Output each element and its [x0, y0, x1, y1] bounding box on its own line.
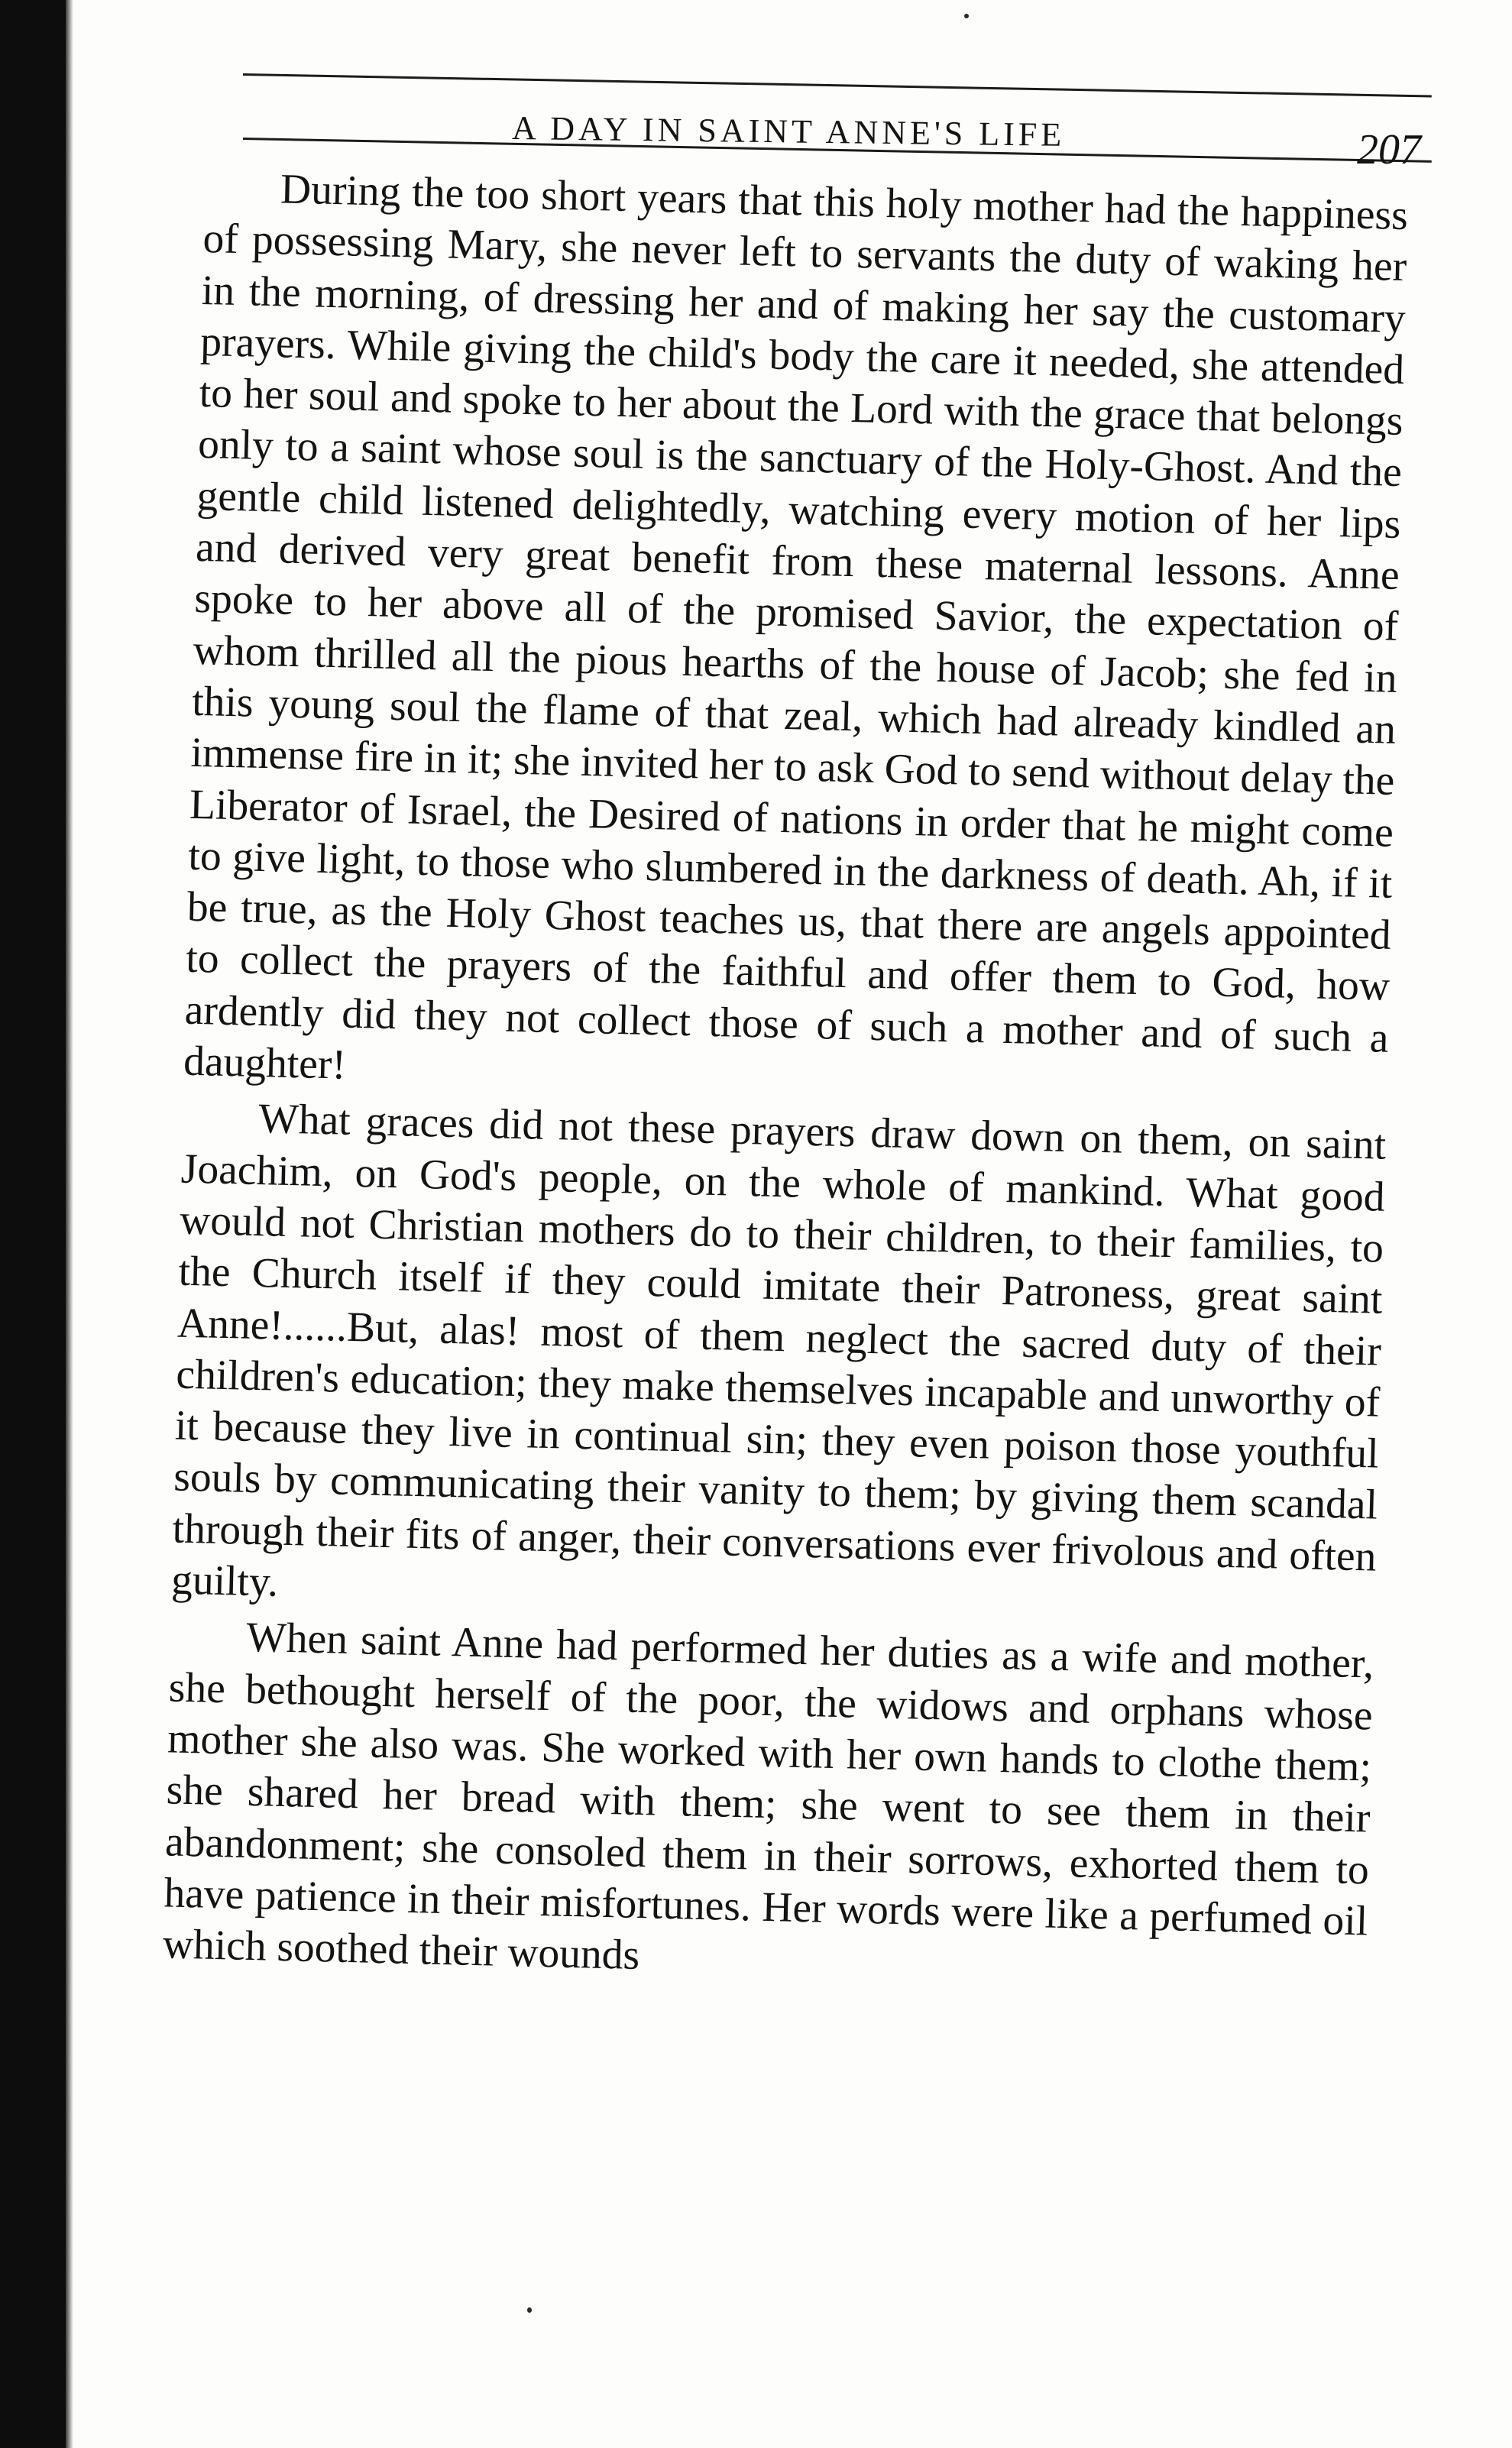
paragraph: When saint Anne had performed her duties as a wife and mother, she bethought herself of the poor, the widows and orphans whose mother she also was. She worked with her own hands to clothe them; she shared her bread with them; she went to see them in their abandonment; she consoled them in their sorrows, exhorted them to have patience in their misfortunes. Her words were like a perfumed oil which soothed their wounds: [162, 1614, 1374, 1980]
paragraph: During the too short years that this holy mother had the happiness of possessing Mary, she never left to servants the duty of waking her in the morning, of dressing her and of making her say the customary prayers. While giving the child's body the care it needed, she attended to her soul and spoke to her about the Lord with the grace that belongs only to a saint whose soul is the sanctuary of the Holy-Ghost. And the gentle child listened delightedly, watching every motion of her lips and derived very great benefit from these maternal lessons. Anne spoke to her above all of the promised Savior, the expectation of whom thrilled all the pious hearths of the house of Jacob; she fed in this young soul the flame of that zeal, which had already kindled an immense fire in it; she invited her to ask God to send without delay the Liberator of Israel, the Desired of nations in order that he might come to give light, to those who slumbered in the darkness of death. Ah, if it be true, as the Holy Ghost teaches us, that there are angels appointed to collect the prayers of the faithful and offer them to God, how ardently did they not collect those of such a mother and of such a daughter!: [183, 166, 1409, 1089]
spine-edge-gradient: [66, 0, 73, 2448]
book-spine-shadow: [0, 0, 66, 2448]
scan-speck: [964, 14, 969, 18]
header-top-rule: [243, 73, 1432, 98]
running-head: A DAY IN SAINT ANNE'S LIFE: [511, 109, 1066, 154]
body-text: [162, 162, 1408, 1999]
page-number: 207: [1357, 126, 1421, 173]
paragraph: What graces did not these prayers draw down on them, on saint Joachim, on God's people, on the whole of mankind. What good would not Christian mothers do to their children, to their families, to the Church itself if they could imitate their Patroness, great saint Anne!......But, alas! most of them neglect the sacred duty of their children's education; they make themselves incapable and unworthy of it because they live in continual sin; they even poison those youthful souls by communicating their vanity to them; by giving them scandal through their fits of anger, their conversations ever frivolous and often guilty.: [170, 1096, 1387, 1606]
scan-speck: [527, 2307, 532, 2313]
